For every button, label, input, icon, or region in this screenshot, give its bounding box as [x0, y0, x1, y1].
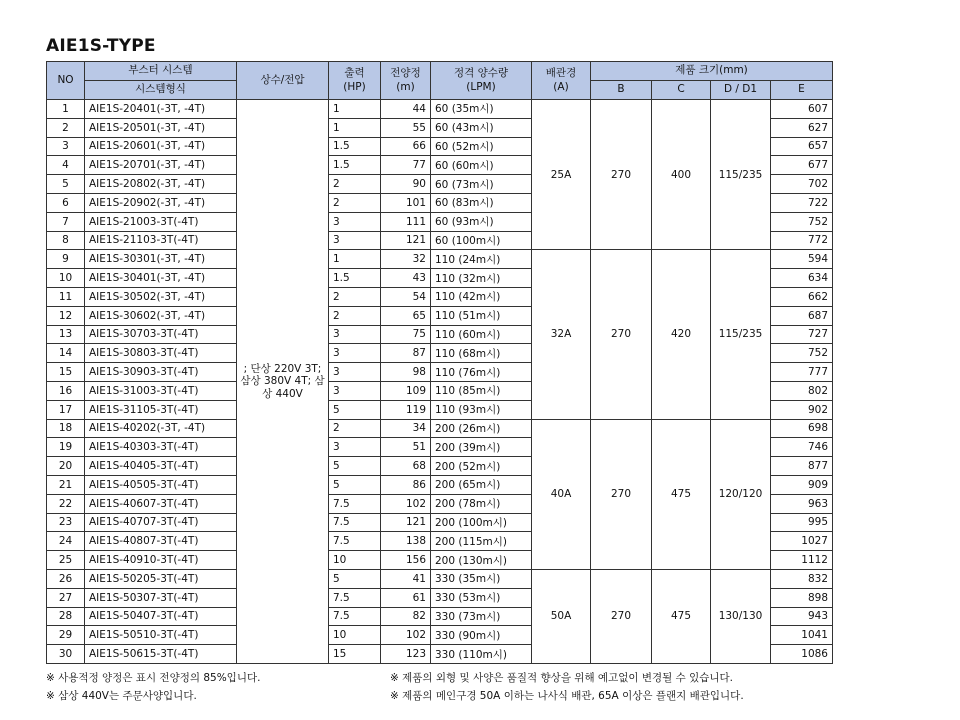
cell-system-type: AIE1S-30602(-3T, -4T) — [85, 306, 237, 325]
cell-flow: 110 (85m시) — [431, 381, 532, 400]
cell-output-hp: 7.5 — [329, 513, 381, 532]
note-usage-head: ※ 사용적정 양정은 표시 전양정의 85%입니다. — [46, 672, 261, 684]
cell-output-hp: 1 — [329, 118, 381, 137]
cell-no: 20 — [47, 457, 85, 476]
cell-system-type: AIE1S-40707-3T(-4T) — [85, 513, 237, 532]
cell-pipe-size: 50A — [532, 569, 591, 663]
cell-system-type: AIE1S-40505-3T(-4T) — [85, 475, 237, 494]
cell-flow: 110 (51m시) — [431, 306, 532, 325]
cell-system-type: AIE1S-30703-3T(-4T) — [85, 325, 237, 344]
cell-output-hp: 1 — [329, 100, 381, 119]
cell-no: 1 — [47, 100, 85, 119]
cell-flow: 200 (39m시) — [431, 438, 532, 457]
cell-output-hp: 10 — [329, 551, 381, 570]
cell-no: 27 — [47, 588, 85, 607]
cell-output-hp: 7.5 — [329, 494, 381, 513]
cell-output-hp: 3 — [329, 212, 381, 231]
cell-head: 44 — [381, 100, 431, 119]
cell-no: 21 — [47, 475, 85, 494]
cell-size-b: 270 — [591, 419, 652, 569]
table-row — [47, 100, 833, 119]
cell-system-type: AIE1S-31003-3T(-4T) — [85, 381, 237, 400]
cell-flow: 60 (52m시) — [431, 137, 532, 156]
cell-size-e: 877 — [771, 457, 833, 476]
cell-output-hp: 7.5 — [329, 607, 381, 626]
cell-flow: 60 (35m시) — [431, 100, 532, 119]
cell-no: 29 — [47, 626, 85, 645]
header-c: C — [652, 81, 711, 100]
cell-output-hp: 2 — [329, 306, 381, 325]
header-flow: 정격 양수량 (LPM) — [431, 62, 532, 100]
cell-system-type: AIE1S-40202(-3T, -4T) — [85, 419, 237, 438]
cell-output-hp: 3 — [329, 344, 381, 363]
cell-pipe-size: 32A — [532, 250, 591, 419]
cell-no: 16 — [47, 381, 85, 400]
cell-system-type: AIE1S-30401(-3T, -4T) — [85, 269, 237, 288]
cell-flow: 110 (42m시) — [431, 287, 532, 306]
header-d: D / D1 — [711, 81, 771, 100]
cell-output-hp: 2 — [329, 419, 381, 438]
cell-flow: 200 (52m시) — [431, 457, 532, 476]
cell-head: 65 — [381, 306, 431, 325]
cell-head: 66 — [381, 137, 431, 156]
cell-no: 30 — [47, 645, 85, 664]
cell-pipe-size: 40A — [532, 419, 591, 569]
cell-flow: 110 (93m시) — [431, 400, 532, 419]
table-row — [47, 569, 833, 588]
cell-flow: 60 (60m시) — [431, 156, 532, 175]
cell-size-e: 995 — [771, 513, 833, 532]
cell-system-type: AIE1S-30502(-3T, -4T) — [85, 287, 237, 306]
cell-head: 111 — [381, 212, 431, 231]
cell-size-e: 902 — [771, 400, 833, 419]
cell-output-hp: 2 — [329, 175, 381, 194]
cell-output-hp: 7.5 — [329, 588, 381, 607]
cell-size-e: 722 — [771, 193, 833, 212]
cell-head: 86 — [381, 475, 431, 494]
header-booster-system: 부스터 시스템 — [85, 62, 237, 81]
cell-size-d: 130/130 — [711, 569, 771, 663]
cell-flow: 330 (73m시) — [431, 607, 532, 626]
cell-flow: 110 (68m시) — [431, 344, 532, 363]
cell-system-type: AIE1S-50307-3T(-4T) — [85, 588, 237, 607]
cell-flow: 110 (60m시) — [431, 325, 532, 344]
cell-head: 54 — [381, 287, 431, 306]
cell-head: 90 — [381, 175, 431, 194]
cell-size-e: 772 — [771, 231, 833, 250]
cell-flow: 330 (35m시) — [431, 569, 532, 588]
cell-size-e: 746 — [771, 438, 833, 457]
cell-system-type: AIE1S-30903-3T(-4T) — [85, 363, 237, 382]
cell-no: 17 — [47, 400, 85, 419]
cell-size-e: 627 — [771, 118, 833, 137]
cell-system-type: AIE1S-50205-3T(-4T) — [85, 569, 237, 588]
header-output: 출력 (HP) — [329, 62, 381, 100]
cell-size-e: 677 — [771, 156, 833, 175]
spec-table — [46, 61, 833, 664]
cell-size-b: 270 — [591, 569, 652, 663]
cell-head: 102 — [381, 626, 431, 645]
cell-head: 43 — [381, 269, 431, 288]
cell-head: 119 — [381, 400, 431, 419]
cell-output-hp: 15 — [329, 645, 381, 664]
cell-output-hp: 2 — [329, 193, 381, 212]
cell-size-e: 727 — [771, 325, 833, 344]
cell-flow: 110 (32m시) — [431, 269, 532, 288]
cell-flow: 60 (93m시) — [431, 212, 532, 231]
cell-system-type: AIE1S-21103-3T(-4T) — [85, 231, 237, 250]
cell-size-c: 475 — [652, 569, 711, 663]
cell-flow: 330 (110m시) — [431, 645, 532, 664]
header-pipe: 배관경 (A) — [532, 62, 591, 100]
cell-head: 123 — [381, 645, 431, 664]
cell-no: 22 — [47, 494, 85, 513]
cell-output-hp: 5 — [329, 475, 381, 494]
cell-size-e: 662 — [771, 287, 833, 306]
cell-flow: 200 (115m시) — [431, 532, 532, 551]
cell-flow: 200 (100m시) — [431, 513, 532, 532]
cell-head: 121 — [381, 513, 431, 532]
cell-system-type: AIE1S-50510-3T(-4T) — [85, 626, 237, 645]
cell-flow: 60 (100m시) — [431, 231, 532, 250]
cell-size-b: 270 — [591, 100, 652, 250]
cell-system-type: AIE1S-20701(-3T, -4T) — [85, 156, 237, 175]
header-b: B — [591, 81, 652, 100]
cell-size-e: 832 — [771, 569, 833, 588]
cell-head: 61 — [381, 588, 431, 607]
cell-size-e: 1041 — [771, 626, 833, 645]
cell-size-e: 752 — [771, 212, 833, 231]
table-row — [47, 419, 833, 438]
cell-head: 98 — [381, 363, 431, 382]
cell-flow: 200 (26m시) — [431, 419, 532, 438]
cell-size-e: 1112 — [771, 551, 833, 570]
cell-output-hp: 1.5 — [329, 137, 381, 156]
cell-size-c: 475 — [652, 419, 711, 569]
cell-system-type: AIE1S-20802(-3T, -4T) — [85, 175, 237, 194]
cell-size-e: 657 — [771, 137, 833, 156]
cell-output-hp: 5 — [329, 457, 381, 476]
cell-size-e: 898 — [771, 588, 833, 607]
cell-head: 51 — [381, 438, 431, 457]
note-440v-order: ※ 삼상 440V는 주문사양입니다. — [46, 690, 197, 702]
header-e: E — [771, 81, 833, 100]
cell-no: 25 — [47, 551, 85, 570]
cell-no: 2 — [47, 118, 85, 137]
cell-head: 156 — [381, 551, 431, 570]
cell-flow: 330 (53m시) — [431, 588, 532, 607]
cell-head: 109 — [381, 381, 431, 400]
cell-no: 4 — [47, 156, 85, 175]
header-size: 제품 크기(mm) — [591, 62, 833, 81]
cell-head: 82 — [381, 607, 431, 626]
cell-head: 41 — [381, 569, 431, 588]
cell-system-type: AIE1S-20401(-3T, -4T) — [85, 100, 237, 119]
cell-system-type: AIE1S-20601(-3T, -4T) — [85, 137, 237, 156]
cell-system-type: AIE1S-31105-3T(-4T) — [85, 400, 237, 419]
cell-output-hp: 3 — [329, 381, 381, 400]
cell-flow: 110 (24m시) — [431, 250, 532, 269]
cell-flow: 60 (43m시) — [431, 118, 532, 137]
cell-flow: 200 (130m시) — [431, 551, 532, 570]
cell-no: 12 — [47, 306, 85, 325]
cell-size-e: 634 — [771, 269, 833, 288]
cell-head: 101 — [381, 193, 431, 212]
cell-no: 9 — [47, 250, 85, 269]
header-head: 전양정 (m) — [381, 62, 431, 100]
cell-size-d: 115/235 — [711, 100, 771, 250]
cell-no: 15 — [47, 363, 85, 382]
cell-output-hp: 5 — [329, 400, 381, 419]
note-pipe-connection: ※ 제품의 메인구경 50A 이하는 나사식 배관, 65A 이상은 플랜지 배관입니다. — [390, 690, 744, 702]
cell-no: 7 — [47, 212, 85, 231]
cell-size-e: 702 — [771, 175, 833, 194]
cell-size-e: 698 — [771, 419, 833, 438]
cell-system-type: AIE1S-40910-3T(-4T) — [85, 551, 237, 570]
cell-size-d: 115/235 — [711, 250, 771, 419]
cell-head: 102 — [381, 494, 431, 513]
cell-pipe-size: 25A — [532, 100, 591, 250]
cell-output-hp: 3 — [329, 438, 381, 457]
cell-size-d: 120/120 — [711, 419, 771, 569]
cell-head: 121 — [381, 231, 431, 250]
cell-output-hp: 1.5 — [329, 269, 381, 288]
cell-head: 55 — [381, 118, 431, 137]
spec-table-body — [47, 100, 833, 664]
cell-head: 34 — [381, 419, 431, 438]
cell-system-type: AIE1S-50615-3T(-4T) — [85, 645, 237, 664]
cell-no: 14 — [47, 344, 85, 363]
header-phase-voltage: 상수/전압 — [237, 62, 329, 100]
cell-size-e: 607 — [771, 100, 833, 119]
cell-size-c: 400 — [652, 100, 711, 250]
cell-head: 68 — [381, 457, 431, 476]
cell-size-e: 594 — [771, 250, 833, 269]
cell-no: 24 — [47, 532, 85, 551]
cell-output-hp: 1.5 — [329, 156, 381, 175]
cell-no: 23 — [47, 513, 85, 532]
cell-system-type: AIE1S-30803-3T(-4T) — [85, 344, 237, 363]
cell-size-e: 687 — [771, 306, 833, 325]
cell-size-e: 963 — [771, 494, 833, 513]
cell-head: 87 — [381, 344, 431, 363]
cell-size-c: 420 — [652, 250, 711, 419]
cell-system-type: AIE1S-40607-3T(-4T) — [85, 494, 237, 513]
cell-system-type: AIE1S-40405-3T(-4T) — [85, 457, 237, 476]
cell-no: 3 — [47, 137, 85, 156]
header-system-type: 시스템형식 — [85, 81, 237, 100]
cell-flow: 60 (83m시) — [431, 193, 532, 212]
cell-no: 10 — [47, 269, 85, 288]
cell-flow: 200 (78m시) — [431, 494, 532, 513]
cell-head: 77 — [381, 156, 431, 175]
cell-size-e: 777 — [771, 363, 833, 382]
cell-head: 32 — [381, 250, 431, 269]
cell-output-hp: 7.5 — [329, 532, 381, 551]
cell-no: 11 — [47, 287, 85, 306]
cell-output-hp: 2 — [329, 287, 381, 306]
cell-size-e: 909 — [771, 475, 833, 494]
cell-no: 6 — [47, 193, 85, 212]
cell-size-e: 943 — [771, 607, 833, 626]
cell-flow: 110 (76m시) — [431, 363, 532, 382]
cell-no: 28 — [47, 607, 85, 626]
cell-size-e: 1086 — [771, 645, 833, 664]
cell-system-type: AIE1S-40303-3T(-4T) — [85, 438, 237, 457]
cell-output-hp: 3 — [329, 363, 381, 382]
cell-no: 5 — [47, 175, 85, 194]
cell-size-e: 802 — [771, 381, 833, 400]
cell-no: 19 — [47, 438, 85, 457]
cell-no: 13 — [47, 325, 85, 344]
cell-phase-voltage: ; 단상 220V 3T; 삼상 380V 4T; 삼상 440V — [237, 100, 329, 664]
cell-system-type: AIE1S-20501(-3T, -4T) — [85, 118, 237, 137]
cell-output-hp: 3 — [329, 231, 381, 250]
cell-head: 75 — [381, 325, 431, 344]
cell-system-type: AIE1S-21003-3T(-4T) — [85, 212, 237, 231]
cell-size-e: 752 — [771, 344, 833, 363]
cell-flow: 330 (90m시) — [431, 626, 532, 645]
cell-head: 138 — [381, 532, 431, 551]
cell-output-hp: 5 — [329, 569, 381, 588]
cell-flow: 200 (65m시) — [431, 475, 532, 494]
table-row — [47, 250, 833, 269]
cell-system-type: AIE1S-50407-3T(-4T) — [85, 607, 237, 626]
cell-flow: 60 (73m시) — [431, 175, 532, 194]
cell-output-hp: 10 — [329, 626, 381, 645]
note-spec-change: ※ 제품의 외형 및 사양은 품질적 향상을 위해 예고없이 변경될 수 있습니다. — [390, 672, 733, 684]
header-no: NO — [47, 62, 85, 100]
cell-output-hp: 1 — [329, 250, 381, 269]
page-title: AIE1S-TYPE — [46, 36, 156, 56]
cell-system-type: AIE1S-30301(-3T, -4T) — [85, 250, 237, 269]
cell-size-b: 270 — [591, 250, 652, 419]
cell-system-type: AIE1S-20902(-3T, -4T) — [85, 193, 237, 212]
cell-no: 8 — [47, 231, 85, 250]
cell-output-hp: 3 — [329, 325, 381, 344]
cell-no: 26 — [47, 569, 85, 588]
cell-no: 18 — [47, 419, 85, 438]
cell-size-e: 1027 — [771, 532, 833, 551]
cell-system-type: AIE1S-40807-3T(-4T) — [85, 532, 237, 551]
